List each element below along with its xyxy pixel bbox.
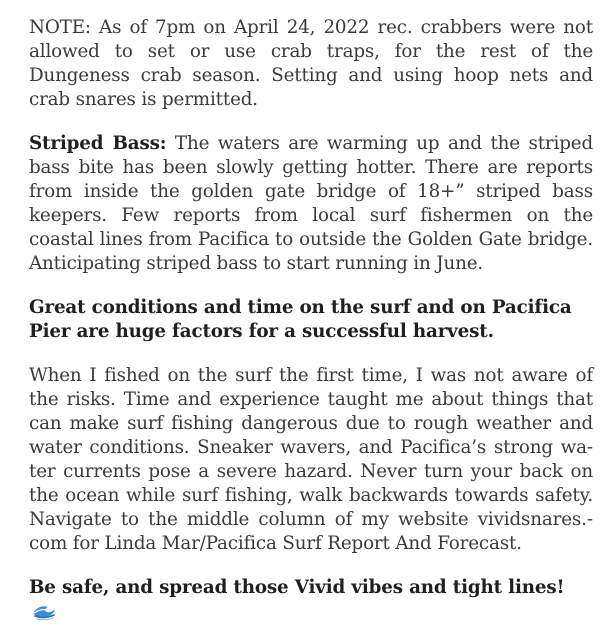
crab-note-text: NOTE: As of 7pm on April 24, 2022 rec. crabbers were not allowed to set or use crab traps, for the rest of the Dungeness crab season. Setting and using hoop nets and crab snares is permitted.: [29, 17, 593, 110]
striped-bass-label: Striped Bass:: [29, 133, 167, 154]
closing-line: [29, 576, 593, 624]
striped-bass-paragraph: [29, 132, 593, 276]
closing-text: Be safe, and spread those Vivid vibes and tight lines!: [29, 577, 565, 598]
surf-safety-text: When I fished on the surf the first time, I was not aware of the risks. Time and experience taught me about things that can make surf fishing dangerous due to rough weather and water conditions. Sneaker wavers, and Pacifica’s strong water currents pose a severe hazard. Never turn your back on the ocean while surf fishing, walk backwards towards safety. Navigate to the middle column of my website vividsnares.com for Linda Mar/Pacifica Surf Report And Forecast.: [29, 365, 593, 554]
striped-bass-text: The waters are warming up and the striped bass bite has been slowly getting hotter. There are reports from inside the golden gate bridge of 18+” striped bass keepers. Few reports from local surf fishermen on the coastal lines from Pacifica to outside the Golden Gate bridge. Anticipating striped bass to start running in June.: [29, 133, 593, 274]
conditions-heading-text: Great conditions and time on the surf and on Pacifica Pier are huge factors for a successful harvest.: [29, 297, 572, 342]
conditions-heading: [29, 296, 593, 344]
surf-safety-paragraph: [29, 364, 593, 556]
crab-note-paragraph: [29, 16, 593, 112]
wave-icon: [31, 600, 57, 620]
article-body: [29, 16, 593, 644]
